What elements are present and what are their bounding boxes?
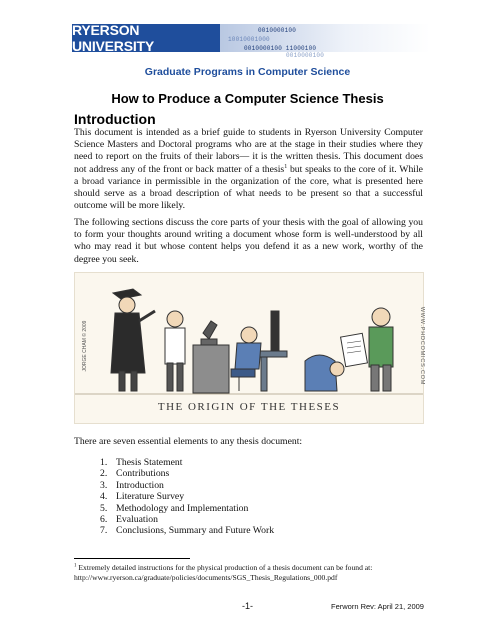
professor-figure <box>369 308 393 391</box>
department-heading: Graduate Programs in Computer Science <box>144 66 351 78</box>
comic-credit: JORGE CHAM © 2009 <box>82 320 88 372</box>
intro-paragraph <box>74 127 423 212</box>
list-item: 6. Evaluation <box>100 514 158 526</box>
phd-comic-image <box>74 272 424 424</box>
footnote-number: 1 <box>74 563 77 569</box>
comic-website: WWW.PHDCOMICS.COM <box>419 306 425 386</box>
section-heading: Introduction <box>74 111 156 127</box>
list-item: 4. Literature Survey <box>100 491 185 503</box>
footnote-link[interactable]: http://www.ryerson.ca/graduate/policies/documents/SGS_Thesis_Regulations_000.pdf <box>74 573 338 582</box>
list-item: 5. Methodology and Implementation <box>100 502 249 514</box>
graduate-figure <box>111 289 155 391</box>
logo-text: RYERSON UNIVERSITY <box>72 22 155 54</box>
footnote-ref[interactable]: 1 <box>284 163 288 170</box>
page-number: -1- <box>242 601 253 611</box>
comic-caption: THE ORIGIN OF THE THESES <box>157 401 341 413</box>
revision-note: Ferworn Rev: April 21, 2009 <box>331 602 424 611</box>
footnote <box>74 563 434 583</box>
document-title: How to Produce a Computer Science Thesis <box>111 91 384 106</box>
list-item: 2. Contributions <box>100 468 170 480</box>
list-item: 3. Introduction <box>100 479 164 491</box>
list-item: 7. Conclusions, Summary and Future Work <box>100 525 275 537</box>
binary-text: 0010000100 <box>258 27 297 34</box>
binary-text: 0010000100 11000100 <box>244 45 317 52</box>
kneeling-figure <box>305 333 367 391</box>
intro-text-part2: but speaks to the core of it. While a broad variance in permissible in the organization of the core, what is presented here should serve as a broad description of what needs to be present so that a successful outcome will be more likely. <box>74 163 423 212</box>
scientist-figure <box>165 311 229 393</box>
footnote-divider <box>74 558 190 559</box>
computer-user-figure <box>231 311 287 391</box>
intro-text-part1: This document is intended as a brief guide to students in Ryerson University Computer Science Masters and Doctoral programs who are at the stage in their studies where they need to report on the fruits of their labors— it is the written thesis. This document does not address any of the front or back matter of a thesis <box>74 127 423 175</box>
thesis-elements-list <box>100 457 274 537</box>
binary-text: 0010000100 <box>286 52 325 59</box>
footnote-text: Extremely detailed instructions for the physical production of a thesis document can be found at: <box>76 563 373 572</box>
sections-paragraph: The following sections discuss the core parts of your thesis with the goal of allowing you to form your thoughts around writing a document whose form is well-understood by all who may read it but whose content helps you defend it as a new work, worthy of the degree you seek. <box>74 217 423 265</box>
ryerson-logo <box>72 24 220 52</box>
list-intro: There are seven essential elements to any thesis document: <box>74 436 303 447</box>
binary-text: 10010001000 <box>228 36 270 43</box>
list-item: 1. Thesis Statement <box>100 457 183 468</box>
